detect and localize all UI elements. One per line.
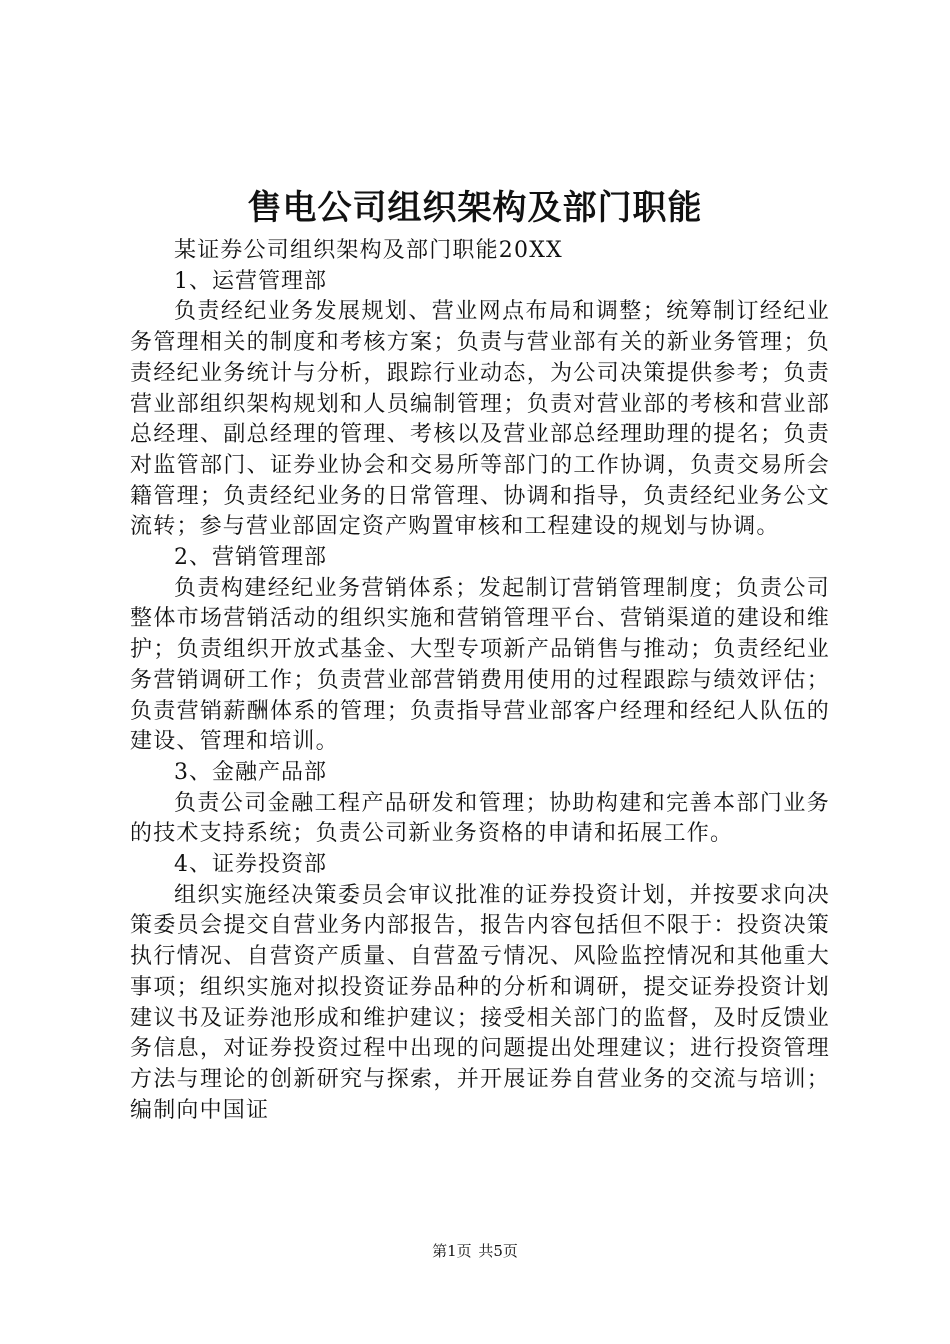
section-body-1: 负责经纪业务发展规划、营业网点布局和调整；统筹制订经纪业务管理相关的制度和考核方案；负责与营业部有关的新业务管理；负责经纪业务统计与分析，跟踪行业动态，为公司决策提供参考；负责营业部组织架构规划和人员编制管理；负责对营业部的考核和营业部总经理、副总经理的管理、考核以及营业部总经理助理的提名；负责对监管部门、证券业协会和交易所等部门的工作协调，负责交易所会籍管理；负责经纪业务的日常管理、协调和指导，负责经纪业务公文流转；参与营业部固定资产购置审核和工程建设的规划与协调。 <box>130 299 830 540</box>
page-total: 共5页 <box>478 1242 518 1260</box>
page-number: 第1页 <box>432 1242 472 1260</box>
section-heading-1: 1、运营管理部 <box>174 268 327 294</box>
section-heading-2: 2、营销管理部 <box>174 545 327 571</box>
subtitle: 某证券公司组织架构及部门职能20XX <box>174 238 563 263</box>
section-body-2: 负责构建经纪业务营销体系；发起制订营销管理制度；负责公司整体市场营销活动的组织实施和营销管理平台、营销渠道的建设和维护；负责组织开放式基金、大型专项新产品销售与推动；负责经纪业务营销调研工作；负责营业部营销费用使用的过程跟踪与绩效评估；负责营销薪酬体系的管理；负责指导营业部客户经理和经纪人队伍的建设、管理和培训。 <box>130 575 830 755</box>
page-footer <box>0 1240 950 1262</box>
page-title: 售电公司组织架构及部门职能 <box>247 188 703 228</box>
section-body-3: 负责公司金融工程产品研发和管理；协助构建和完善本部门业务的技术支持系统；负责公司新业务资格的申请和拓展工作。 <box>130 790 830 847</box>
section-heading-4: 4、证券投资部 <box>174 852 327 878</box>
document-body <box>130 236 830 1126</box>
section-heading-3: 3、金融产品部 <box>174 759 327 785</box>
section-body-4: 组织实施经决策委员会审议批准的证券投资计划，并按要求向决策委员会提交自营业务内部报告，报告内容包括但不限于：投资决策执行情况、自营资产质量、自营盈亏情况、风险监控情况和其他重大事项；组织实施对拟投资证券品种的分析和调研，提交证券投资计划建议书及证券池形成和维护建议；接受相关部门的监督，及时反馈业务信息，对证券投资过程中出现的问题提出处理建议；进行投资管理方法与理论的创新研究与探索，并开展证券自营业务的交流与培训；编制向中国证 <box>130 882 830 1123</box>
